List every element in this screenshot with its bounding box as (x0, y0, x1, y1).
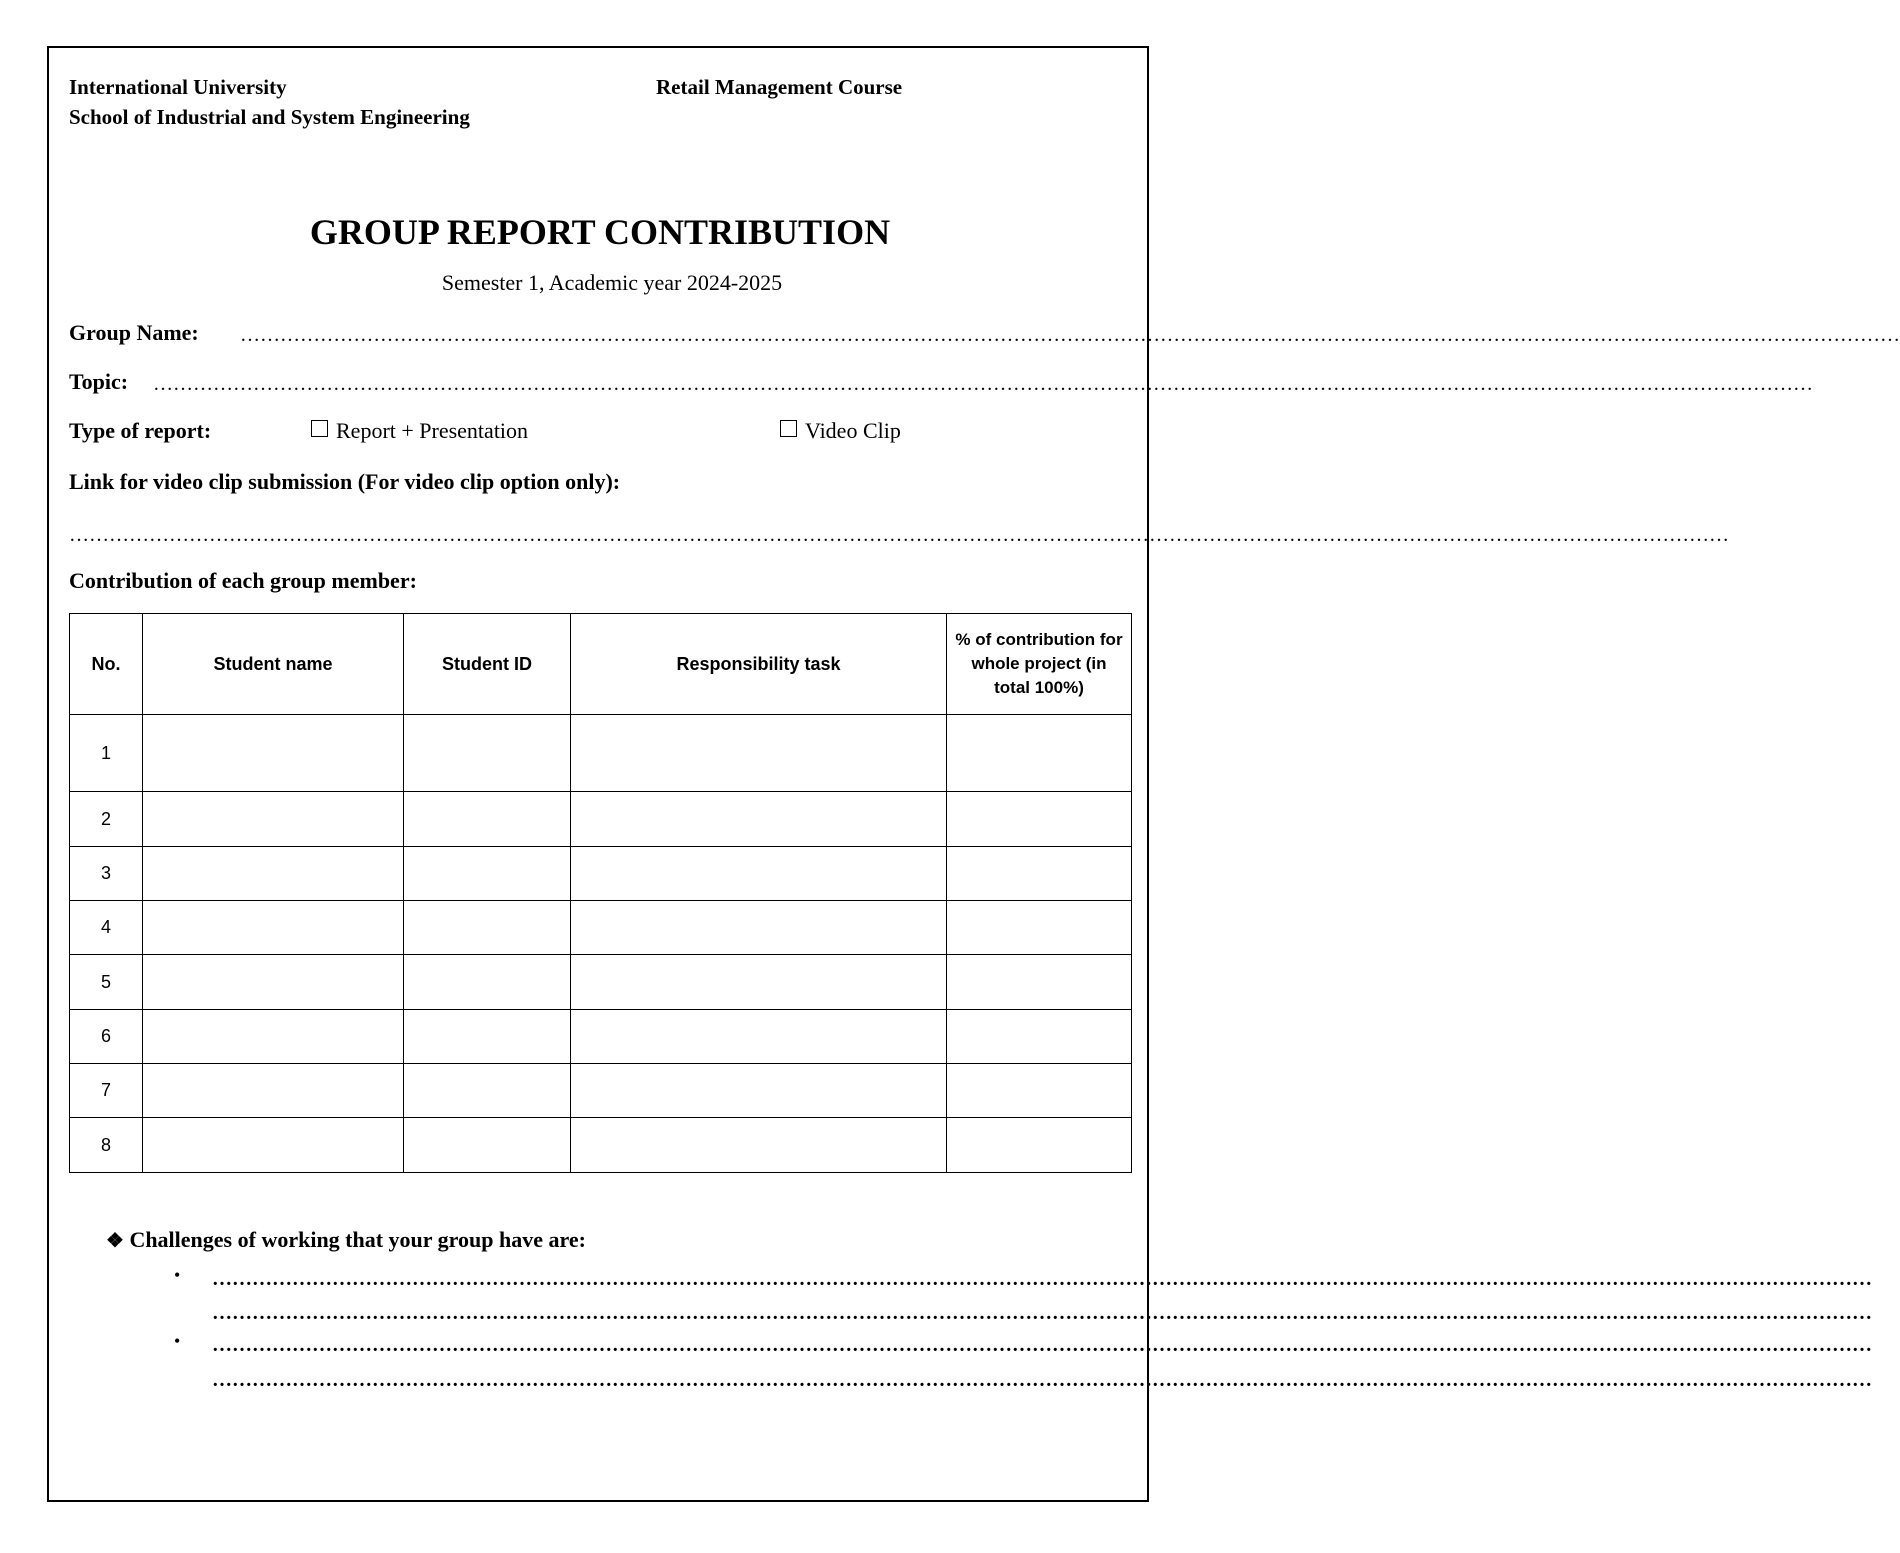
challenge-1-line-1[interactable]: …………………………………………………………………………………………………………………………………………………………………………………………………………………………… (212, 1268, 1872, 1290)
responsibility-task-cell[interactable] (571, 1118, 947, 1173)
contribution-percent-cell[interactable] (947, 715, 1132, 792)
contribution-percent-cell[interactable] (947, 847, 1132, 901)
topic-field[interactable]: …………………………………………………………………………………………………………………………………………………………………………………………………………………………… (153, 373, 1813, 395)
row-number: 1 (70, 715, 143, 792)
row-number: 5 (70, 955, 143, 1010)
type-of-report-label: Type of report: (69, 418, 212, 443)
header-student-id: Student ID (404, 614, 571, 715)
video-clip-checkbox[interactable] (780, 420, 797, 437)
student-name-cell[interactable] (143, 955, 404, 1010)
table-row (70, 847, 1132, 901)
responsibility-task-cell[interactable] (571, 1010, 947, 1064)
student-name-cell[interactable] (143, 901, 404, 955)
contribution-percent-cell[interactable] (947, 792, 1132, 847)
contribution-table (69, 613, 1132, 1173)
student-id-cell[interactable] (404, 1010, 571, 1064)
header-contribution-percent: % of contribution for whole project (in total 100%) (947, 614, 1132, 715)
table-row (70, 901, 1132, 955)
school-name: School of Industrial and System Engineering (69, 105, 470, 129)
group-name-label: Group Name: (69, 320, 199, 345)
document-subtitle: Semester 1, Academic year 2024-2025 (441, 270, 783, 295)
table-row (70, 1118, 1132, 1173)
row-number: 4 (70, 901, 143, 955)
student-id-cell[interactable] (404, 955, 571, 1010)
responsibility-task-cell[interactable] (571, 847, 947, 901)
student-id-cell[interactable] (404, 1064, 571, 1118)
table-row (70, 792, 1132, 847)
row-number: 2 (70, 792, 143, 847)
video-link-label: Link for video clip submission (For video clip option only): (69, 469, 621, 494)
video-clip-label: Video Clip (805, 418, 901, 443)
row-number: 3 (70, 847, 143, 901)
student-id-cell[interactable] (404, 847, 571, 901)
group-name-field[interactable]: …………………………………………………………………………………………………………………………………………………………………………………………………………………………… (240, 324, 1900, 346)
challenges-heading: Challenges of working that your group have are: (129, 1227, 586, 1252)
contribution-percent-cell[interactable] (947, 955, 1132, 1010)
contribution-percent-cell[interactable] (947, 1010, 1132, 1064)
responsibility-task-cell[interactable] (571, 1064, 947, 1118)
student-name-cell[interactable] (143, 1118, 404, 1173)
table-row (70, 1010, 1132, 1064)
contribution-label: Contribution of each group member: (69, 568, 417, 593)
student-name-cell[interactable] (143, 1064, 404, 1118)
table-row (70, 955, 1132, 1010)
table-row (70, 715, 1132, 792)
responsibility-task-cell[interactable] (571, 715, 947, 792)
contribution-percent-cell[interactable] (947, 1118, 1132, 1173)
diamond-bullet-icon: ❖ (106, 1230, 124, 1252)
challenge-2-line-1[interactable]: …………………………………………………………………………………………………………………………………………………………………………………………………………………………… (212, 1334, 1872, 1356)
student-id-cell[interactable] (404, 901, 571, 955)
header-responsibility-task: Responsibility task (571, 614, 947, 715)
document-title: GROUP REPORT CONTRIBUTION (309, 212, 891, 252)
header-student-name: Student name (143, 614, 404, 715)
university-name: International University (69, 75, 287, 99)
responsibility-task-cell[interactable] (571, 792, 947, 847)
video-clip-option[interactable] (780, 416, 901, 446)
contribution-percent-cell[interactable] (947, 901, 1132, 955)
row-number: 8 (70, 1118, 143, 1173)
student-name-cell[interactable] (143, 715, 404, 792)
challenges-heading-line (106, 1225, 586, 1256)
bullet-icon: • (174, 1331, 181, 1351)
table-header-row (70, 614, 1132, 715)
challenge-1-line-2[interactable]: …………………………………………………………………………………………………………………………………………………………………………………………………………………………… (212, 1302, 1872, 1324)
table-row (70, 1064, 1132, 1118)
course-name: Retail Management Course (656, 75, 903, 99)
video-link-field[interactable]: …………………………………………………………………………………………………………………………………………………………………………………………………………………………… (69, 524, 1729, 546)
report-presentation-checkbox[interactable] (311, 420, 328, 437)
student-id-cell[interactable] (404, 792, 571, 847)
student-name-cell[interactable] (143, 847, 404, 901)
student-name-cell[interactable] (143, 792, 404, 847)
row-number: 6 (70, 1010, 143, 1064)
contribution-percent-cell[interactable] (947, 1064, 1132, 1118)
responsibility-task-cell[interactable] (571, 955, 947, 1010)
responsibility-task-cell[interactable] (571, 901, 947, 955)
student-id-cell[interactable] (404, 1118, 571, 1173)
report-presentation-label: Report + Presentation (336, 418, 529, 443)
header-no: No. (70, 614, 143, 715)
student-id-cell[interactable] (404, 715, 571, 792)
student-name-cell[interactable] (143, 1010, 404, 1064)
report-presentation-option[interactable] (311, 416, 528, 446)
bullet-icon: • (174, 1265, 181, 1285)
topic-label: Topic: (69, 369, 129, 394)
challenge-2-line-2[interactable]: …………………………………………………………………………………………………………………………………………………………………………………………………………………………… (212, 1369, 1872, 1391)
row-number: 7 (70, 1064, 143, 1118)
